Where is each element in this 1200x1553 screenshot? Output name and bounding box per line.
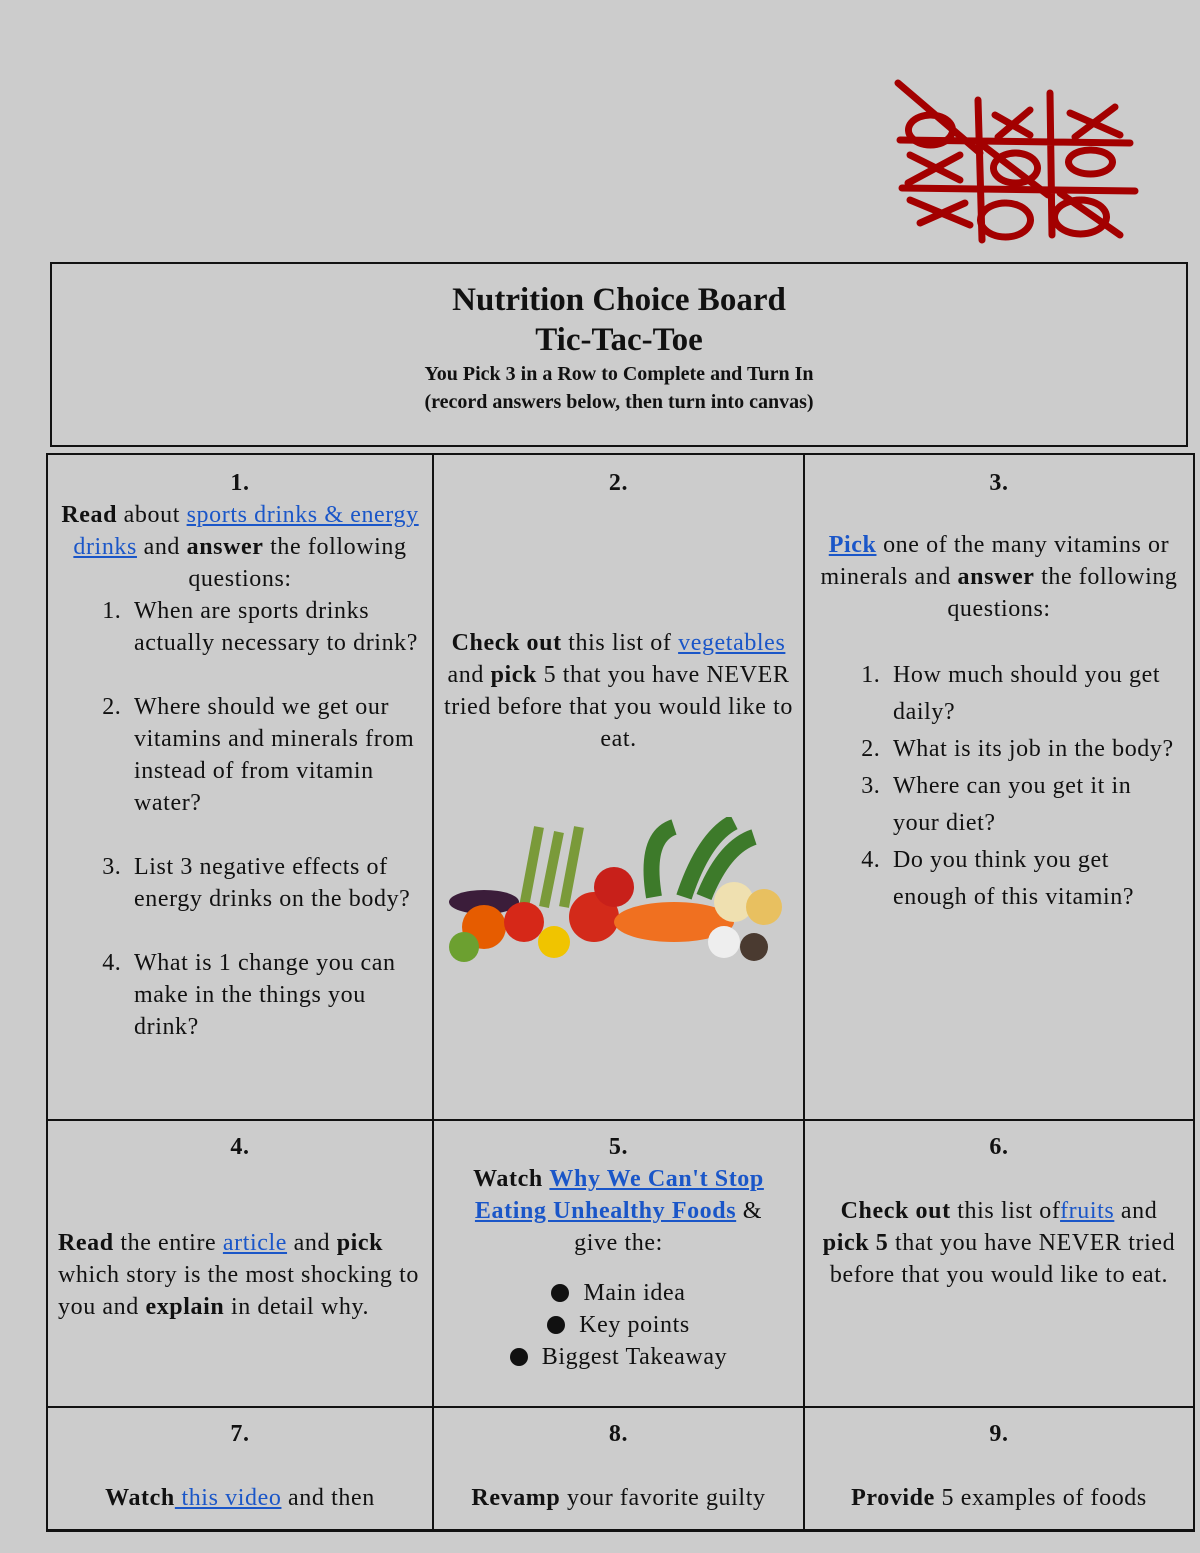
list-item: 1. How much should you get daily? (887, 657, 1181, 731)
pick-vitamin-link[interactable]: Pick (828, 532, 877, 558)
tic-tac-toe-logo (890, 75, 1140, 245)
cell-4 (46, 1119, 434, 1408)
instruction: You Pick 3 in a Row to Complete and Turn In (424, 363, 814, 385)
note: (record answers below, then turn into canvas) (424, 391, 814, 413)
text: Read (58, 1230, 114, 1256)
text: this list of (950, 1198, 1061, 1224)
list-item: 1. When are sports drinks actually necessary to drink? (128, 595, 424, 659)
cell-number: 4. (230, 1134, 250, 1160)
cell-7 (46, 1406, 434, 1532)
text: and (136, 534, 187, 560)
cell-8 (432, 1406, 805, 1532)
text: Watch (473, 1166, 543, 1192)
cell-number: 6. (989, 1134, 1009, 1160)
text: Check out (840, 1198, 951, 1224)
text: answer (186, 534, 264, 560)
board-header (50, 262, 1188, 447)
vegetables-link[interactable]: vegetables (678, 630, 786, 656)
fruits-link[interactable]: fruits (1060, 1198, 1115, 1224)
text: explain (145, 1294, 225, 1320)
text: the following questions: (947, 564, 1178, 622)
text: the following questions: (188, 534, 407, 592)
cell-5 (432, 1119, 805, 1408)
cell-number: 2. (608, 470, 629, 496)
text: pick (336, 1230, 384, 1256)
cell-1 (46, 453, 434, 1121)
page-subtitle: Tic-Tac-Toe (535, 322, 703, 358)
text: 5 examples of foods (934, 1485, 1147, 1511)
text: answer (957, 564, 1035, 590)
list-item: 4. What is 1 change you can make in the things you drink? (128, 947, 424, 1043)
text: one of the many vitamins or minerals and (820, 532, 1170, 590)
cell-number: 8. (608, 1421, 629, 1447)
list-item: 3. List 3 negative effects of energy drinks on the body? (128, 851, 424, 915)
list-item: 2. What is its job in the body? (887, 731, 1181, 768)
article-link[interactable]: article (222, 1230, 288, 1256)
cell-2 (432, 453, 805, 1121)
text: Provide (851, 1485, 935, 1511)
cell-number: 3. (989, 470, 1009, 496)
page-title: Nutrition Choice Board (452, 282, 786, 318)
cell-number: 5. (608, 1134, 629, 1160)
text: and then (281, 1485, 375, 1511)
text: about (117, 502, 187, 528)
bullet-item: Biggest Takeaway (452, 1341, 785, 1373)
text: which story is the most shocking to you and (58, 1262, 419, 1320)
text: pick 5 (822, 1230, 889, 1256)
list-item: 2. Where should we get our vitamins and minerals from instead of from vitamin water? (128, 691, 424, 819)
text: Read (61, 502, 118, 528)
text: pick (490, 662, 537, 688)
bullet-item: Main idea (452, 1277, 785, 1309)
text: Check out (451, 630, 562, 656)
text: Watch (105, 1485, 175, 1511)
cell-3 (803, 453, 1195, 1121)
sports-drinks-link[interactable]: sports drinks & energy drinks (73, 502, 419, 560)
text: this list of (561, 630, 679, 656)
text: & give the: (574, 1198, 763, 1256)
text: and (287, 1230, 337, 1256)
text: Revamp (471, 1485, 561, 1511)
text: your favorite guilty (560, 1485, 766, 1511)
vegetables-image (444, 817, 794, 967)
video-link[interactable]: Why We Can't Stop Eating Unhealthy Foods (474, 1166, 764, 1224)
cell-6 (803, 1119, 1195, 1408)
list-item: 4. Do you think you get enough of this vitamin? (887, 842, 1181, 916)
text: 5 that you have NEVER tried before that you would like to eat. (444, 662, 793, 752)
list-item: 3. Where can you get it in your diet? (887, 768, 1181, 842)
text: and (1114, 1198, 1158, 1224)
bullet-item: Key points (452, 1309, 785, 1341)
cell-number: 7. (230, 1421, 250, 1447)
cell-9 (803, 1406, 1195, 1532)
cell-number: 9. (989, 1421, 1009, 1447)
text: that you have NEVER tried before that you would like to eat. (829, 1230, 1176, 1288)
text: and (447, 662, 491, 688)
cell-number: 1. (230, 470, 250, 496)
text: the entire (113, 1230, 223, 1256)
this-video-link[interactable]: this video (174, 1485, 282, 1511)
text: in detail why. (224, 1294, 370, 1320)
